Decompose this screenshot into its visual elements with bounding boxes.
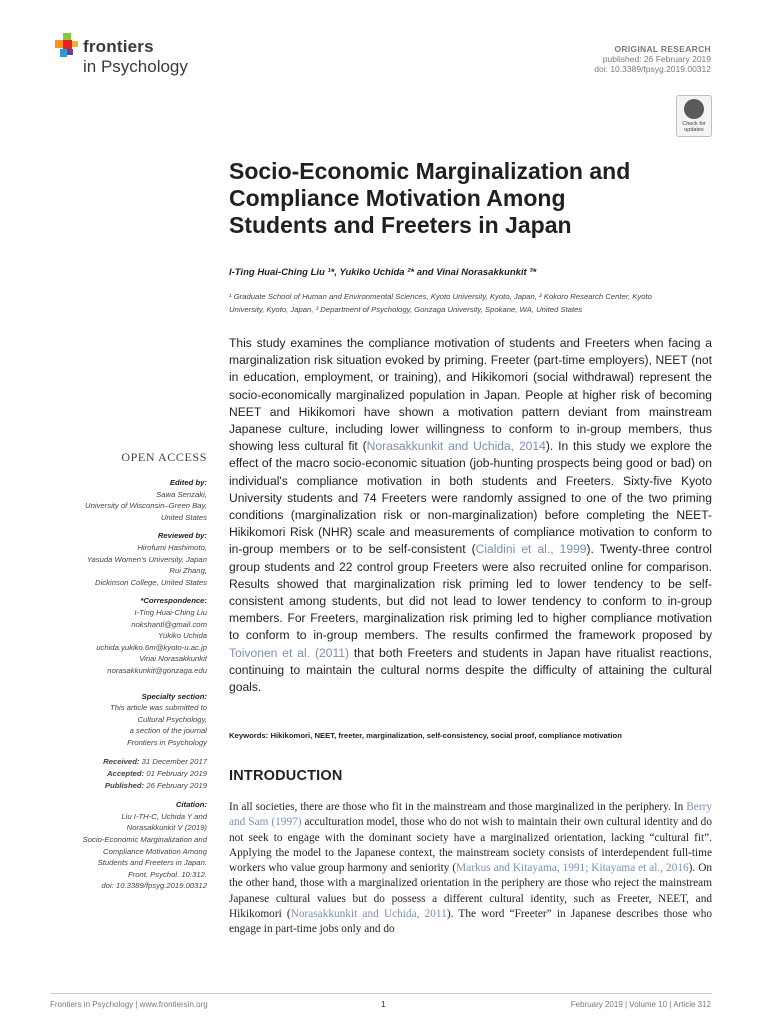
body-text: ). The word “Freeter” in Japanese describes those who engage in part-time jobs only and do [229,908,712,936]
body-text: In all societies, there are those who fit in the mainstream and those marginalized in the periphery. In [229,801,687,813]
reviewer-line: Hirofumi Hashimoto, [137,542,207,552]
section-heading: INTRODUCTION [229,768,343,784]
citation-link[interactable]: Toivonen et al. (2011) [229,645,350,660]
published-row [50,780,207,792]
accepted-row [50,768,207,780]
citation-link[interactable]: Berry and Sam (1997) [229,801,712,829]
specialty-line: a section of the journal [129,726,207,736]
citation-line: doi: 10.3389/fpsyg.2019.00312 [101,881,207,891]
article-meta-header [594,44,711,74]
edited-by-label: Edited by: [169,478,207,487]
abstract [229,335,712,696]
affiliation-line: ¹ Graduate School of Human and Environmental Sciences, Kyoto University, Kyoto, Japan, ² Kokoro Research Center, Kyoto [229,292,652,301]
published-label: Published: [104,780,145,790]
accepted-date: 01 February 2019 [146,769,207,779]
correspondence-email[interactable]: uchida.yukiko.6m@kyoto-u.ac.jp [96,642,207,652]
specialty-line: Frontiers in Psychology [127,737,207,747]
editor-line: United States [160,512,207,522]
frontiers-logo-icon [55,33,79,59]
abstract-text: ). Twenty-three control group students and 22 control group Freeters were also recruited online for comparison. Results showed that marginalization risk priming led to lower tendency to be self-consistent among students, but did not lead to lower tendency to conform to in-group members. For Freeters, marginalization risk priming led to higher compliance motivation to conform to in-group members. The results confirmed the framework proposed by [229,542,712,643]
footer-issue-info: February 2019 | Volume 10 | Article 312 [570,1000,711,1009]
title-line: Students and Freeters in Japan [229,212,572,238]
citation-link[interactable]: Cialdini et al., 1999 [475,542,587,557]
author-list: I-Ting Huai-Ching Liu ¹*, Yukiko Uchida ²* and Vinai Norasakkunkit ³* [229,267,537,278]
specialty-label: Specialty section: [141,691,207,701]
article-title [229,158,719,239]
sidebar-meta [50,470,207,892]
crossmark-icon [684,99,704,119]
article-type: ORIGINAL RESEARCH [614,44,711,54]
reviewer-line: Rui Zhang, [169,566,207,576]
accepted-label: Accepted: [107,769,145,779]
editor-line: University of Wisconsin–Green Bay, [85,501,207,511]
correspondence-label: *Correspondence: [140,596,207,606]
citation-line: Norasakkunkit V (2019) [126,823,207,833]
received-label: Received: [103,757,140,767]
affiliations [229,291,713,316]
citation-line: Compliance Motivation Among [103,846,207,856]
reviewer-line: Yasuda Women’s University, Japan [86,554,207,564]
correspondence-name: I-Ting Huai-Ching Liu [134,607,207,617]
citation-link[interactable]: Norasakkunkit and Uchida, 2014 [366,439,546,454]
open-access-label: OPEN ACCESS [121,450,207,464]
correspondence-email[interactable]: norasakkunkit@gonzaga.edu [107,665,207,675]
reviewer-line: Dickinson College, United States [95,577,207,587]
keywords-list: Hikikomori, NEET, freeter, marginalization, self-consistency, social proof, compliance motivation [270,731,622,740]
published-date: published: 26 February 2019 [602,54,711,64]
correspondence-email[interactable]: nokshantl@gmail.com [131,619,207,629]
citation-line: Socio-Economic Marginalization and [82,835,207,845]
abstract-text: This study examines the compliance motivation of students and Freeters when facing a marginalization risk situation evoked by priming. Freeter (part-time employers), NEET (not in education, employment, or training), and Hikikomori (social withdrawal) represent the socio-economically marginalized population in Japan. People at higher risk of becoming NEET and Hikikomori have shown a motivation pattern deviant from mainstream Japanese culture, including lower willingness to conform to in-group members, thus showing less cultural fit ( [229,336,712,454]
citation-link[interactable]: Markus and Kitayama, 1991; Kitayama et al., 2016 [456,862,689,875]
citation-line: Students and Freeters in Japan. [97,858,207,868]
editor-line: Sawa Senzaki, [156,489,207,499]
affiliation-line: University, Kyoto, Japan, ³ Department of Psychology, Gonzaga University, Spokane, WA, United States [229,304,583,314]
abstract-text: ). In this study we explore the effect of the macro socio-economic situation (job-hunting prospects being good or bad) on individual's compliance motivation in both students and Freeters. Sixty-five Kyoto University students and 74 Freeters were randomly assigned to one of the two priming conditions (marginalization risk or non-marginalization) before completing the NEET-Hikikomori Risk (NHR) scale and measurements of compliance motivation to conform to in-group members or to be self-consistent ( [229,439,712,557]
keywords-label: Keywords: [229,731,269,740]
footer-divider [50,993,712,994]
correspondence-name: Vinai Norasakkunkit [139,654,207,664]
journal-logo[interactable] [55,33,215,81]
specialty-line: Cultural Psychology, [137,714,207,724]
check-label-2: updates [684,127,704,133]
logo-journal-name: in Psychology [83,57,188,76]
abstract-text: that both Freeters and students in Japan have ritualist reactions, continuing to maintain the cultural norms despite the difficulty of attaining the cultural goals. [229,645,712,695]
article-doi[interactable]: doi: 10.3389/fpsyg.2019.00312 [594,64,711,74]
body-text: acculturation model, those who do not wish to maintain their own cultural identity and do not seek to engage with the dominant society have a marginalized orientation, lacking “cultural fit”. Applying the model to the Japanese context, the mainstream society consists of interdependent full-time workers who value group harmony and seniority ( [229,816,712,875]
citation-line: Liu I-TH-C, Uchida Y and [121,811,207,821]
check-label-1: Check for [682,121,706,127]
body-text: ). On the other hand, those with a marginalized orientation in the periphery are those who reject the mainstream Japanese cultural values but do possess a different cultural identity, such as Freeter, NEET, and Hikikomori ( [229,862,712,921]
specialty-line: This article was submitted to [110,703,207,713]
citation-line: Front. Psychol. 10:312. [127,869,207,879]
title-line: Compliance Motivation Among [229,185,566,211]
footer-journal-link[interactable]: Frontiers in Psychology | www.frontiersin.org [50,1000,208,1009]
introduction-body [229,800,712,938]
published-date-sidebar: 26 February 2019 [146,780,207,790]
check-for-updates-button[interactable] [676,95,712,137]
keywords [229,731,719,740]
received-row [50,756,207,768]
correspondence-name: Yukiko Uchida [158,631,207,641]
page-number: 1 [381,1000,386,1009]
reviewed-by-label: Reviewed by: [157,531,207,541]
citation-link[interactable]: Norasakkunkit and Uchida, 2011 [290,908,447,921]
received-date: 31 December 2017 [141,757,207,767]
title-line: Socio-Economic Marginalization and [229,158,631,184]
logo-word: frontiers [83,37,154,56]
citation-label: Citation: [175,800,207,810]
